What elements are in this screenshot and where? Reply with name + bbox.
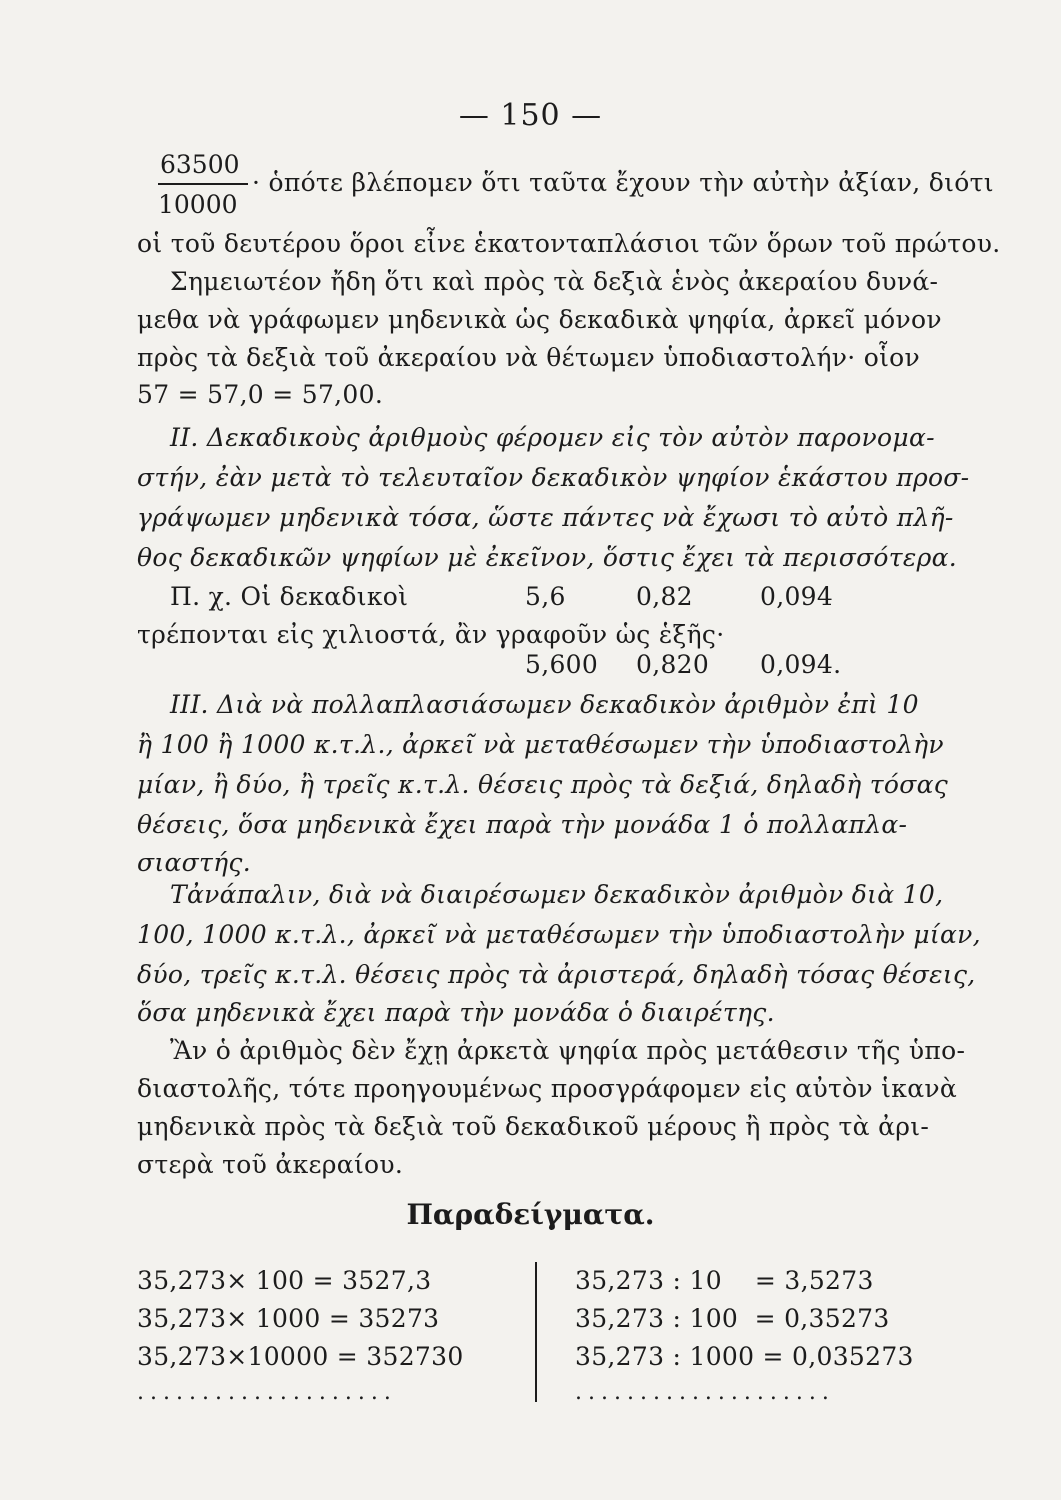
- example-multiplication: 35,273× 100 = 3527,3: [137, 1266, 432, 1295]
- decimal-value: 5,6: [525, 582, 566, 611]
- text-line: Σημειωτέον ἤδη ὅτι καὶ πρὸς τὰ δεξιὰ ἑνὸς ἀκεραίου δυνά-: [170, 267, 939, 296]
- text-line: δύο, τρεῖς κ.τ.λ. θέσεις πρὸς τὰ ἀριστερά, δηλαδὴ τόσας θέσεις,: [137, 960, 976, 989]
- text-line: στήν, ἐὰν μετὰ τὸ τελευταῖον δεκαδικὸν ψηφίον ἑκάστου προσ-: [137, 463, 970, 492]
- example-division: 35,273 : 10 = 3,5273: [575, 1266, 874, 1295]
- text-line: γράψωμεν μηδενικὰ τόσα, ὥστε πάντες νὰ ἔχωσι τὸ αὐτὸ πλῆ-: [137, 503, 954, 532]
- fraction-denominator: 10000: [158, 190, 238, 219]
- column-separator: [535, 1262, 537, 1402]
- text-line: Ἂν ὁ ἀριθμὸς δὲν ἔχῃ ἀρκετὰ ψηφία πρὸς μετάθεσιν τῆς ὑπο-: [170, 1036, 966, 1065]
- decimal-value: 0,82: [636, 582, 693, 611]
- text-line: διαστολῆς, τότε προηγουμένως προσγράφομεν εἰς αὐτὸν ἱκανὰ: [137, 1074, 958, 1103]
- fraction-bar: [158, 183, 248, 185]
- decimal-value: 0,094.: [760, 650, 842, 679]
- example-multiplication: 35,273×10000 = 352730: [137, 1342, 464, 1371]
- text-line: θος δεκαδικῶν ψηφίων μὲ ἐκεῖνον, ὅστις ἔχει τὰ περισσότερα.: [137, 543, 958, 572]
- decimal-value: 5,600: [525, 650, 599, 679]
- fraction-numerator: 63500: [160, 150, 240, 179]
- text-line: 57 = 57,0 = 57,00.: [137, 380, 384, 409]
- page-number: — 150 —: [458, 98, 603, 133]
- text-line: θέσεις, ὅσα μηδενικὰ ἔχει παρὰ τὴν μονάδα 1 ὁ πολλαπλα-: [137, 810, 908, 839]
- text-line: πρὸς τὰ δεξιὰ τοῦ ἀκεραίου νὰ θέτωμεν ὑποδιαστολήν· οἷον: [137, 343, 921, 372]
- example-division: 35,273 : 1000 = 0,035273: [575, 1342, 914, 1371]
- text-line: 100, 1000 κ.τ.λ., ἀρκεῖ νὰ μεταθέσωμεν τὴν ὑποδιαστολὴν μίαν,: [137, 920, 981, 949]
- dot-leader: ....................: [137, 1380, 397, 1405]
- example-division: 35,273 : 100 = 0,35273: [575, 1304, 890, 1333]
- examples-heading: Παραδείγματα.: [406, 1198, 655, 1231]
- text-line: μηδενικὰ πρὸς τὰ δεξιὰ τοῦ δεκαδικοῦ μέρους ἢ πρὸς τὰ ἀρι-: [137, 1112, 930, 1141]
- text-line: ὅσα μηδενικὰ ἔχει παρὰ τὴν μονάδα ὁ διαιρέτης.: [137, 998, 775, 1027]
- text-line: σιαστής.: [137, 848, 251, 877]
- text-line: τρέπονται εἰς χιλιοστά, ἂν γραφοῦν ὡς ἑξῆς·: [137, 620, 725, 649]
- text-line: II. Δεκαδικοὺς ἀριθμοὺς φέρομεν εἰς τὸν αὐτὸν παρονομα-: [170, 423, 935, 452]
- text-line: μεθα νὰ γράφωμεν μηδενικὰ ὡς δεκαδικὰ ψηφία, ἀρκεῖ μόνον: [137, 305, 942, 334]
- decimal-value: 0,094: [760, 582, 834, 611]
- text-line: στερὰ τοῦ ἀκεραίου.: [137, 1150, 404, 1179]
- decimal-value: 0,820: [636, 650, 710, 679]
- text-line: οἱ τοῦ δευτέρου ὅροι εἶνε ἑκατονταπλάσιοι τῶν ὅρων τοῦ πρώτου.: [137, 229, 1001, 258]
- text-line: ἢ 100 ἢ 1000 κ.τ.λ., ἀρκεῖ νὰ μεταθέσωμεν τὴν ὑποδιαστολὴν: [137, 730, 944, 759]
- text-line: μίαν, ἢ δύο, ἢ τρεῖς κ.τ.λ. θέσεις πρὸς τὰ δεξιά, δηλαδὴ τόσας: [137, 770, 949, 799]
- text-line: III. Διὰ νὰ πολλαπλασιάσωμεν δεκαδικὸν ἀριθμὸν ἐπὶ 10: [170, 690, 919, 719]
- text-line: Τἀνάπαλιν, διὰ νὰ διαιρέσωμεν δεκαδικὸν ἀριθμὸν διὰ 10,: [170, 880, 944, 909]
- text-line: · ὁπότε βλέπομεν ὅτι ταῦτα ἔχουν τὴν αὐτὴν ἀξίαν, διότι: [252, 168, 994, 197]
- example-multiplication: 35,273× 1000 = 35273: [137, 1304, 440, 1333]
- dot-leader: ....................: [575, 1380, 835, 1405]
- text-line: Π. χ. Οἱ δεκαδικοὶ: [170, 582, 409, 611]
